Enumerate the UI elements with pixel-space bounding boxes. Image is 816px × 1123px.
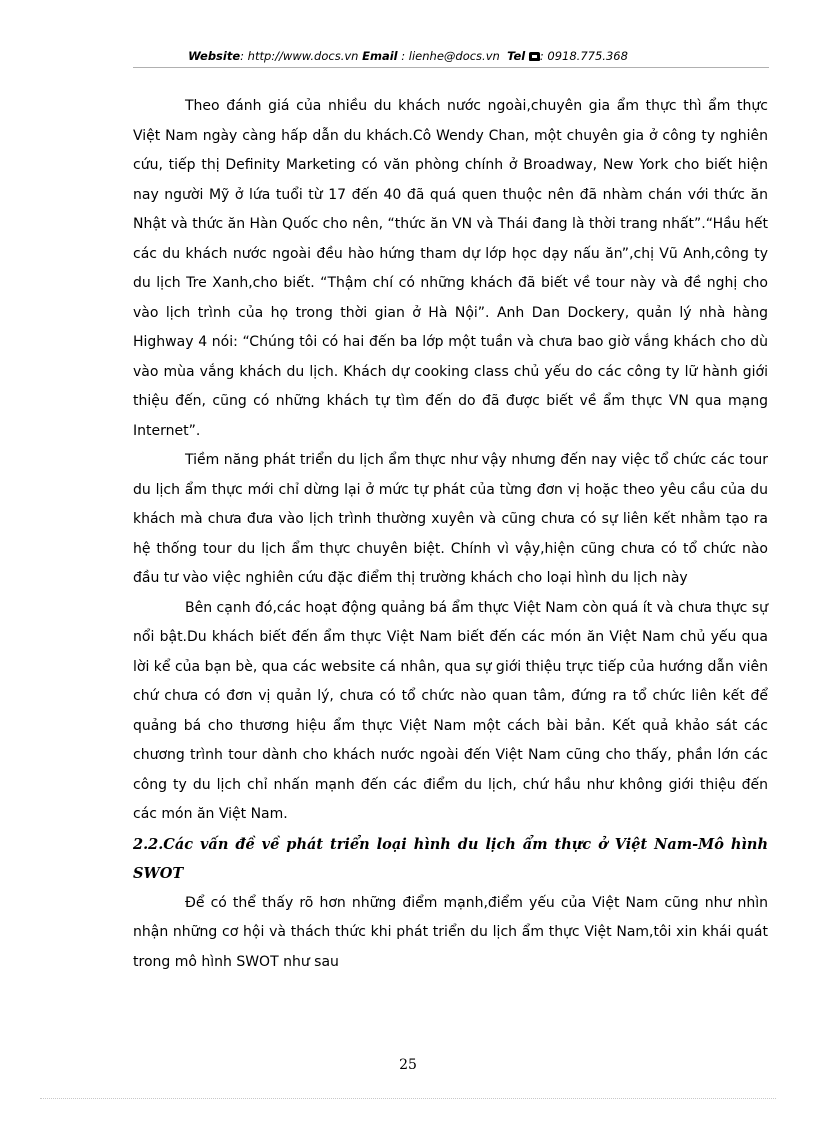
phone-icon <box>529 52 540 61</box>
page-bottom-divider <box>40 1098 776 1099</box>
page-header <box>0 48 816 64</box>
header-divider <box>133 67 769 68</box>
paragraph-1: Theo đánh giá của nhiều du khách nước ngoài,chuyên gia ẩm thực thì ẩm thực Việt Nam ngày càng hấp dẫn du khách.Cô Wendy Chan, một chuyên gia ở công ty nghiên cứu, tiếp thị Definity Marketing có văn phòng chính ở Broadway, New York cho biết hiện nay người Mỹ ở lứa tuổi từ 17 đến 40 đã quá quen thuộc nên đã nhàm chán với thức ăn Nhật và thức ăn Hàn Quốc cho nên, “thức ăn VN và Thái đang là thời trang nhất”.“Hầu hết các du khách nước ngoài đều hào hứng tham dự lớp học dạy nấu ăn”,chị Vũ Anh,công ty du lịch Tre Xanh,cho biết. “Thậm chí có những khách đã biết về tour này và đề nghị cho vào lịch trình của họ trong thời gian ở Hà Nội”. Anh Dan Dockery, quản lý nhà hàng Highway 4 nói: “Chúng tôi có hai đến ba lớp một tuần và chưa bao giờ vắng khách cho dù vào mùa vắng khách du lịch. Khách dự cooking class chủ yếu do các công ty lữ hành giới thiệu đến, cũng có những khách tự tìm đến do đã được biết về ẩm thực VN qua mạng Internet”. <box>133 98 768 439</box>
paragraph-4: Để có thể thấy rõ hơn những điểm mạnh,điểm yếu của Việt Nam cũng như nhìn nhận những cơ hội và thách thức khi phát triển du lịch ẩm thực Việt Nam,tôi xin khái quát trong mô hình SWOT như sau <box>133 894 768 970</box>
paragraph-3: Bên cạnh đó,các hoạt động quảng bá ẩm thực Việt Nam còn quá ít và chưa thực sự nổi bật.Du khách biết đến ẩm thực Việt Nam biết đến các món ăn Việt Nam chủ yếu qua lời kể của bạn bè, qua các website cá nhân, qua sự giới thiệu trực tiếp của hướng dẫn viên chứ chưa có đơn vị quản lý, chưa có tổ chức nào quan tâm, đứng ra tổ chức liên kết để quảng bá cho thương hiệu ẩm thực Việt Nam một cách bài bản. Kết quả khảo sát các chương trình tour dành cho khách nước ngoài đến Việt Nam cũng cho thấy, phần lớn các công ty du lịch chỉ nhấn mạnh đến các điểm du lịch, chứ hầu như không giới thiệu đến các món ăn Việt Nam. <box>133 599 768 822</box>
website-value: : http://www.docs.vn <box>240 49 359 63</box>
email-label: Email <box>362 49 398 63</box>
section-heading: 2.2.Các vấn đề về phát triển loại hình du lịch ẩm thực ở Việt Nam-Mô hình SWOT <box>133 835 768 882</box>
document-body <box>133 92 768 977</box>
website-label: Website <box>188 49 241 63</box>
tel-label: Tel <box>507 49 526 63</box>
email-value: : lienhe@docs.vn <box>401 49 500 63</box>
page-number: 25 <box>399 1057 417 1073</box>
paragraph-2: Tiềm năng phát triển du lịch ẩm thực như vậy nhưng đến nay việc tổ chức các tour du lịch ẩm thực mới chỉ dừng lại ở mức tự phát của từng đơn vị hoặc theo yêu cầu của du khách mà chưa đưa vào lịch trình thường xuyên và cũng chưa có sự liên kết nhằm tạo ra hệ thống tour du lịch ẩm thực chuyên biệt. Chính vì vậy,hiện cũng chưa có tổ chức nào đầu tư vào việc nghiên cứu đặc điểm thị trường khách cho loại hình du lịch này <box>133 452 768 586</box>
tel-value: : 0918.775.368 <box>539 49 628 63</box>
